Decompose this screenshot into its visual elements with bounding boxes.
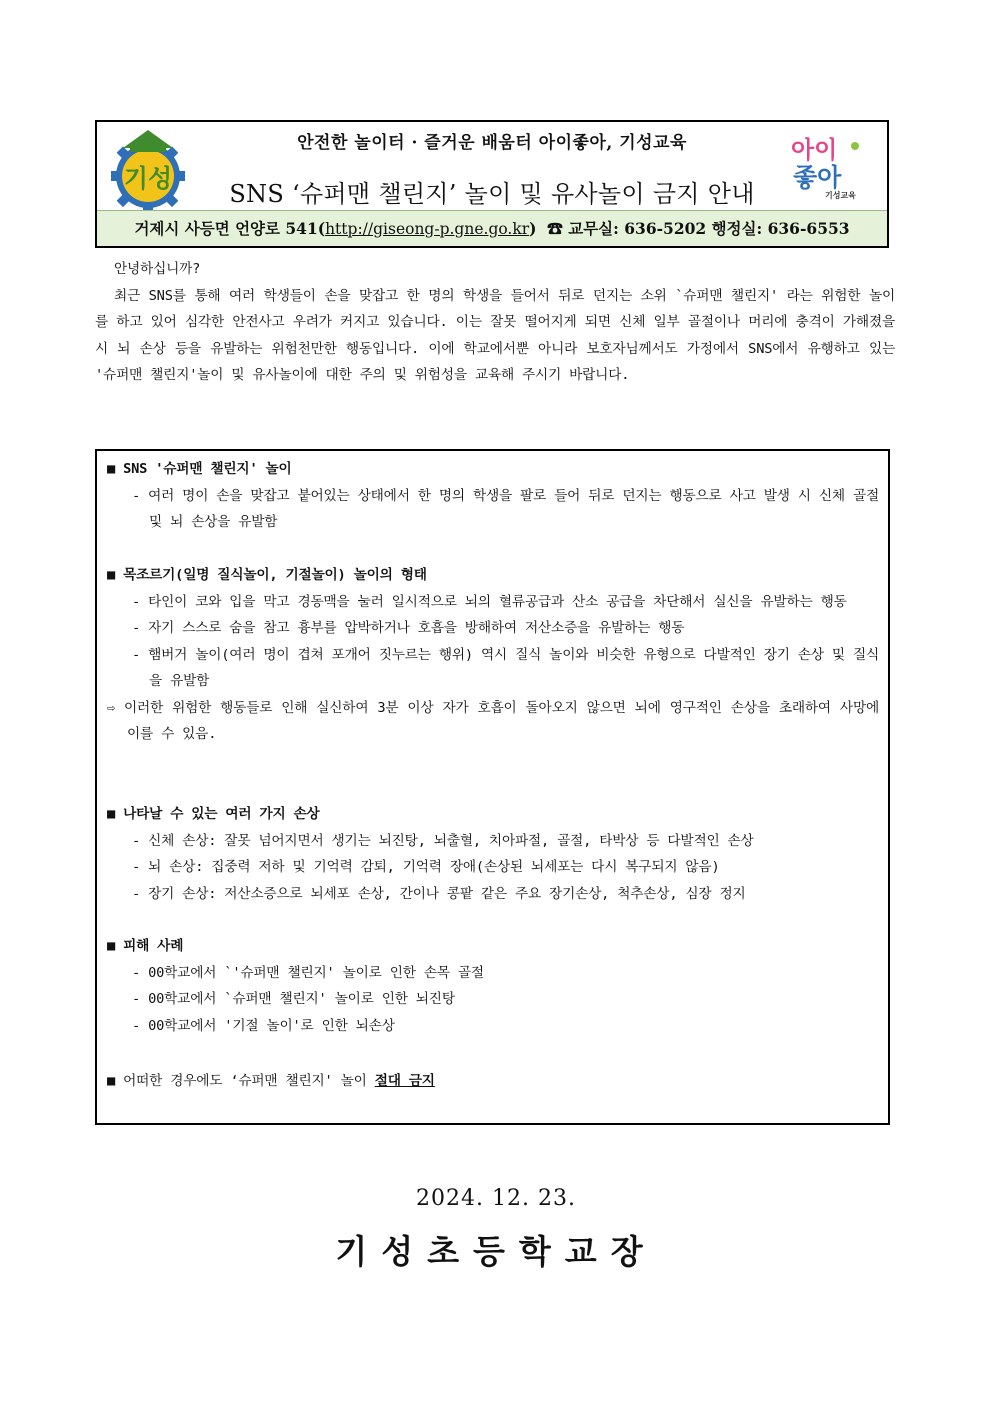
section-cases [107, 933, 879, 1039]
list-item: - 00학교에서 `슈퍼맨 챌린지' 놀이로 인한 뇌진탕 [132, 991, 455, 1007]
list-item: - 00학교에서 '기절 놀이'로 인한 뇌손상 [132, 1017, 395, 1034]
school-url-link[interactable]: http://giseong-p.gne.go.kr [325, 220, 530, 238]
aijoa-logo [785, 128, 871, 200]
contact-bar [97, 210, 887, 246]
logo-caption: 기성교육 [825, 191, 856, 200]
section-injuries [107, 801, 879, 907]
list-item: - 뇌 손상: 집중력 저하 및 기억력 감퇴, 기억력 장애(손상된 뇌세포는 다시 복구되지 않음) [132, 859, 720, 875]
section-heading: ■ 나타날 수 있는 여러 가지 손상 [107, 806, 320, 822]
phone-numbers: 교무실: 636-5202 행정실: 636-6553 [568, 219, 850, 238]
warning-note: ⇨ 이러한 위험한 행동들로 인해 실신하여 3분 이상 자가 호흡이 돌아오지 않으면 뇌에 영구적인 손상을 초래하여 사망에 이를 수 있음. [107, 699, 879, 742]
intro-paragraph: 최근 SNS를 통해 여러 학생들이 손을 맞잡고 한 명의 학생을 들어서 뒤로 던지는 소위 `슈퍼맨 챌린지' 라는 위험한 놀이를 하고 있어 심각한 안전사고 우려가 커지고 있습니다. 이는 잘못 떨어지게 되면 신체 일부 골절이나 머리에 충격이 가해졌을 시 뇌 손상 등을 유발하는 위험천만한 행동입니다. 이에 학교에서뿐 아니라 보호자님께서도 가정에서 SNS에서 유행하고 있는 '슈퍼맨 챌린지'놀이 및 유사놀이에 대한 주의 및 위험성을 교육해 주시기 바랍니다. [95, 287, 895, 384]
phone-icon: ☎ [547, 219, 563, 238]
section-heading: ■ 목조르기(일명 질식놀이, 기절놀이) 놀이의 형태 [107, 567, 427, 583]
principal-signature: 기성초등학교장 [335, 1232, 657, 1271]
prohibition-text: ■ 어떠한 경우에도 ‘슈퍼맨 챌린지' 놀이 [107, 1073, 375, 1089]
section-heading: ■ 피해 사례 [107, 938, 184, 954]
list-item: - 자기 스스로 숨을 참고 흉부를 압박하거나 호흡을 방해하여 저산소증을 유발하는 행동 [132, 620, 685, 636]
list-item: - 여러 명이 손을 맞잡고 붙어있는 상태에서 한 명의 학생을 팔로 들어 뒤로 던지는 행동으로 사고 발생 시 신체 골절 및 뇌 손상을 유발함 [132, 487, 879, 530]
list-item: - 신체 손상: 잘못 넘어지면서 생기는 뇌진탕, 뇌출혈, 치아파절, 골절, 타박상 등 다발적인 손상 [132, 832, 754, 849]
document-title: SNS ‘슈퍼맨 챌린지’ 놀이 및 유사놀이 금지 안내 [229, 180, 755, 208]
notice-box [95, 449, 890, 1125]
logo-line1: 아이 [791, 136, 838, 164]
prohibition-emphasis: 절대 금지 [374, 1073, 435, 1089]
document-header [95, 120, 889, 248]
section-choking [107, 562, 879, 748]
section-heading: ■ SNS '슈퍼맨 챌린지' 놀이 [107, 461, 292, 477]
issue-date: 2024. 12. 23. [416, 1186, 576, 1211]
list-item: - 00학교에서 `'슈퍼맨 챌린지' 놀이로 인한 손목 골절 [132, 964, 484, 981]
section-prohibition [107, 1068, 879, 1095]
slogan: 안전한 놀이터 · 즐거운 배움터 아이좋아, 기성교육 [297, 133, 687, 153]
list-item: - 타인이 코와 입을 막고 경동맥을 눌러 일시적으로 뇌의 혈류공급과 산소 공급을 차단해서 실신을 유발하는 행동 [132, 593, 847, 610]
address-prefix: 거제시 사등면 언양로 541( [134, 219, 326, 238]
list-item: - 햄버거 놀이(여러 명이 겹쳐 포개어 짓누르는 행위) 역시 질식 놀이와 비슷한 유형으로 다발적인 장기 손상 및 질식을 유발함 [132, 646, 879, 689]
list-item: - 장기 손상: 저산소증으로 뇌세포 손상, 간이나 콩팥 같은 주요 장기손상, 척추손상, 심장 정지 [132, 885, 746, 902]
intro-text [95, 256, 895, 389]
greeting: 안녕하십니까? [114, 261, 201, 277]
logo-line2: 좋아 [793, 163, 842, 192]
emblem-text: 기성 [123, 164, 173, 193]
section-superman [107, 456, 879, 536]
address-suffix: ) [529, 219, 537, 238]
